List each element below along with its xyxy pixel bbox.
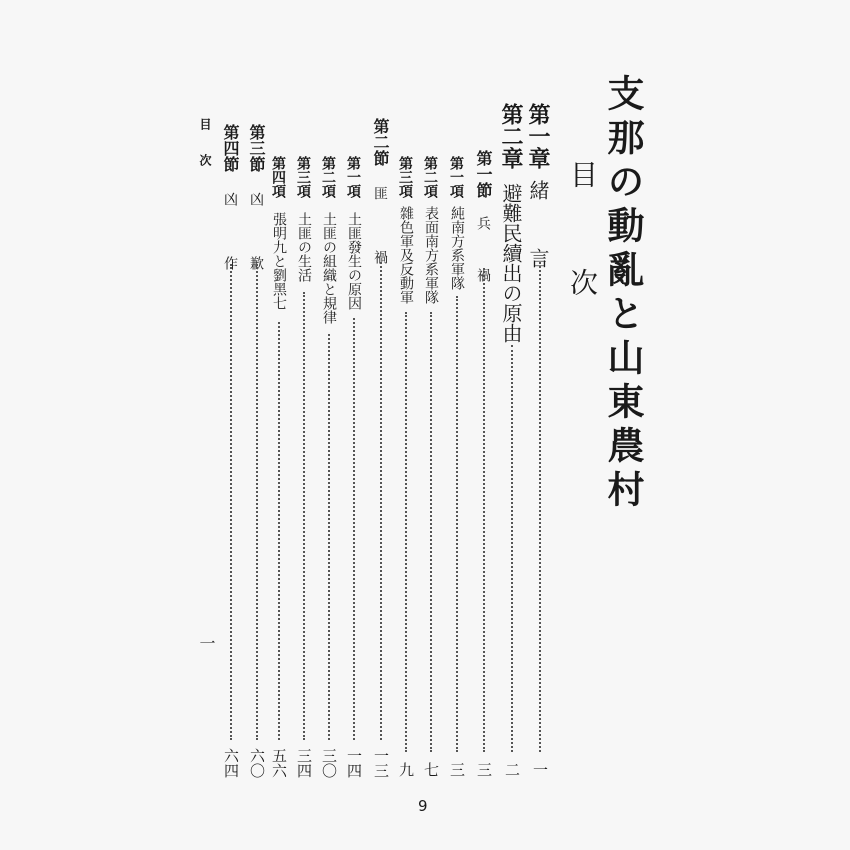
dot-leader [405,312,407,752]
entry-page: 六〇 [248,748,266,778]
entry-title: 凶 歉 [248,192,264,288]
dot-leader [353,318,355,740]
entry-label: 第四節 [221,124,240,172]
contents-heading: 目 次 [566,160,599,322]
entry-label: 第三項 [397,156,413,198]
entry-title: 張明九と劉黑七 [271,212,287,310]
dot-leader [230,264,232,740]
entry-title: 避難民續出の原由 [499,183,523,343]
entry-title: 凶 作 [222,192,238,288]
dot-leader [539,262,541,752]
entry-page: 五六 [270,748,288,778]
entry-label: 第一項 [345,156,361,198]
running-head: 目次 [198,118,212,190]
entry-title: 土匪の組織と規律 [321,212,337,324]
entry-page: 二 [503,762,521,777]
entry-title: 匪 禍 [372,186,388,282]
entry-page: 九 [397,762,415,777]
dot-leader [303,292,305,740]
entry-label: 第二項 [422,156,438,198]
dot-leader [256,264,258,740]
entry-page: 三 [475,762,493,777]
book-title: 支那の動亂と山東農村 [601,74,645,514]
entry-page: 一四 [345,748,363,778]
entry-label: 第四項 [270,156,286,198]
entry-page: 一 [531,762,549,777]
entry-page: 六四 [222,748,240,778]
dot-leader [483,268,485,752]
entry-page: 三四 [295,748,313,778]
dot-leader [511,345,513,752]
dot-leader [328,334,330,740]
entry-page: 三〇 [320,748,338,778]
dot-leader [380,262,382,740]
entry-title: 雜色軍及反動軍 [398,206,414,304]
entry-label: 第二項 [320,156,336,198]
entry-page: 一三 [372,748,390,778]
entry-label: 第二節 [371,118,390,166]
entry-label: 第三節 [247,124,266,172]
entry-label: 第一項 [448,156,464,198]
scan-page-number: 9 [418,797,428,815]
entry-page: 七 [422,762,440,777]
entry-label: 第三項 [295,156,311,198]
dot-leader [278,322,280,740]
entry-title: 兵 禍 [475,216,491,294]
entry-title: 緒 言 [526,180,550,282]
entry-label: 第二章 [498,103,524,169]
entry-label: 第一節 [474,150,493,198]
entry-title: 土匪發生の原因 [346,212,362,310]
entry-label: 第一章 [525,103,551,169]
dot-leader [456,296,458,752]
entry-title: 土匪の生活 [296,212,312,282]
folio: 一 [197,635,216,651]
entry-title: 表面南方系軍隊 [423,206,439,304]
entry-title: 純南方系軍隊 [449,206,465,290]
entry-page: 三 [448,762,466,777]
dot-leader [430,312,432,752]
